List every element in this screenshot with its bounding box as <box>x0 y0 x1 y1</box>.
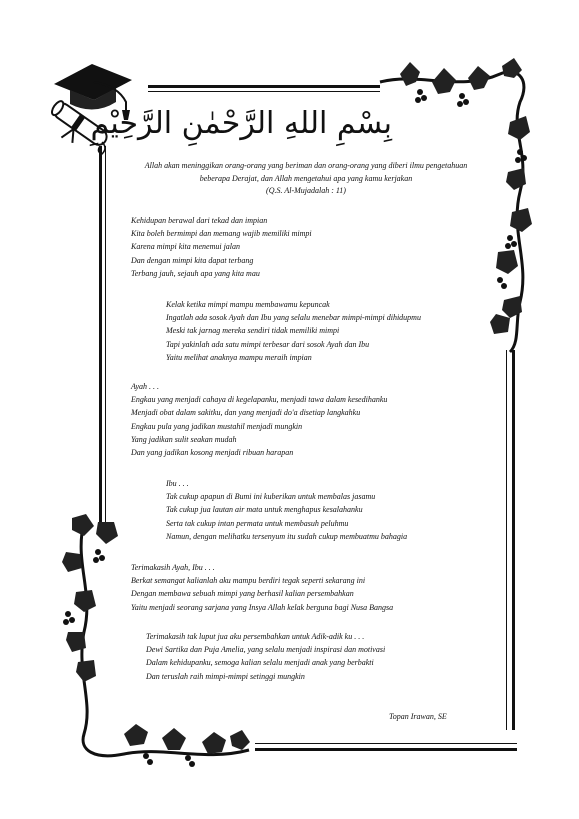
verse-line-2: beberapa Derajat, dan Allah mengetahui apa yang kamu kerjakan <box>199 173 413 183</box>
poem-line: Tak cukup apapun di Bumi ini kuberikan untuk membalas jasamu <box>166 492 376 502</box>
stanza-5 <box>131 561 393 614</box>
poem-line: Dewi Sartika dan Puja Amelia, yang selalu menjadi inspirasi dan motivasi <box>146 645 386 655</box>
poem-line: Dan dengan mimpi kita dapat terbang <box>131 255 254 265</box>
poem-line: Meski tak jarnag mereka sendiri tidak memiliki mimpi <box>166 326 340 336</box>
stanza-2 <box>166 298 421 364</box>
poem-line: Engkau pula yang jadikan mustahil menjadi mungkin <box>131 421 303 431</box>
stanza-3 <box>131 380 387 459</box>
quran-verse <box>96 160 516 198</box>
poem-line: Ibu . . . <box>166 479 189 488</box>
poem-line: Dan yang jadikan kosong menjadi ribuan harapan <box>131 448 294 458</box>
poem-line: Terimakasih Ayah, Ibu . . . <box>131 563 215 572</box>
poem-line: Yaitu menjadi seorang sarjana yang Insya Allah kelak berguna bagi Nusa Bangsa <box>131 602 394 612</box>
top-border-line <box>148 85 380 88</box>
poem-line: Terimakasih tak luput jua aku persembahkan untuk Adik-adik ku . . . <box>146 632 365 641</box>
poem-line: Tapi yakinlah ada satu mimpi terbesar dari sosok Ayah dan Ibu <box>166 339 370 349</box>
poem-line: Engkau yang menjadi cahaya di kegelapanku, menjadi tawa dalam kesedihanku <box>131 395 388 405</box>
poem-line: Dengan membawa sebuah mimpi yang berhasil kalian persembahkan <box>131 589 354 599</box>
poem-line: Dan teruslah raih mimpi-mimpi setinggi mungkin <box>146 671 305 681</box>
stanza-1 <box>131 214 312 280</box>
poem-line: Serta tak cukup intan permata untuk membasuh peluhmu <box>166 518 349 528</box>
left-border-line <box>99 146 102 526</box>
bottom-border-line <box>255 748 517 751</box>
right-border-line-inner <box>506 350 507 730</box>
poem-line: Menjadi obat dalam sakitku, dan yang menjadi do'a disetiap langkahku <box>131 408 361 418</box>
signature: Topan Irawan, SE <box>389 712 447 721</box>
verse-line-1: Allah akan meninggikan orang-orang yang beriman dan orang-orang yang diberi ilmu pengetahuan <box>144 161 468 170</box>
basmala-calligraphy: بِسْمِ اللهِ الرَّحْمٰنِ الرَّحِيْمِ <box>90 106 392 141</box>
right-border-line <box>512 350 515 730</box>
poem-line: Terbang jauh, sejauh apa yang kita mau <box>131 268 260 278</box>
verse-reference: (Q.S. Al-Mujadalah : 11) <box>266 186 346 195</box>
poem-line: Ayah . . . <box>131 382 159 391</box>
poem-line: Yaitu melihat anaknya mampu meraih impian <box>166 352 312 362</box>
poem-line: Kelak ketika mimpi mampu membawamu kepuncak <box>166 300 330 309</box>
poem-line: Dalam kehidupanku, semoga kalian selalu menjadi anak yang berbakti <box>146 658 374 668</box>
bottom-border-line-inner <box>255 743 517 744</box>
poem-line: Kita boleh bermimpi dan memang wajib memiliki mimpi <box>131 229 312 239</box>
poem-line: Karena mimpi kita menemui jalan <box>131 242 241 252</box>
poem-line: Kehidupan berawal dari tekad dan impian <box>131 216 268 225</box>
poem-line: Tak cukup jua lautan air mata untuk menghapus kesalahanku <box>166 505 363 515</box>
poem-line: Ingatlah ada sosok Ayah dan Ibu yang selalu menebar mimpi-mimpi dihidupmu <box>166 313 421 323</box>
poem-line: Yang jadikan sulit seakan mudah <box>131 434 237 444</box>
poem-line: Berkat semangat kalianlah aku mampu berdiri tegak seperti sekarang ini <box>131 576 366 586</box>
left-border-line-inner <box>105 146 106 526</box>
stanza-4 <box>166 477 407 543</box>
stanza-6 <box>146 630 385 683</box>
poem-line: Namun, dengan melihatku tersenyum itu sudah cukup membuatmu bahagia <box>166 531 408 541</box>
top-border-line-inner <box>148 91 380 92</box>
